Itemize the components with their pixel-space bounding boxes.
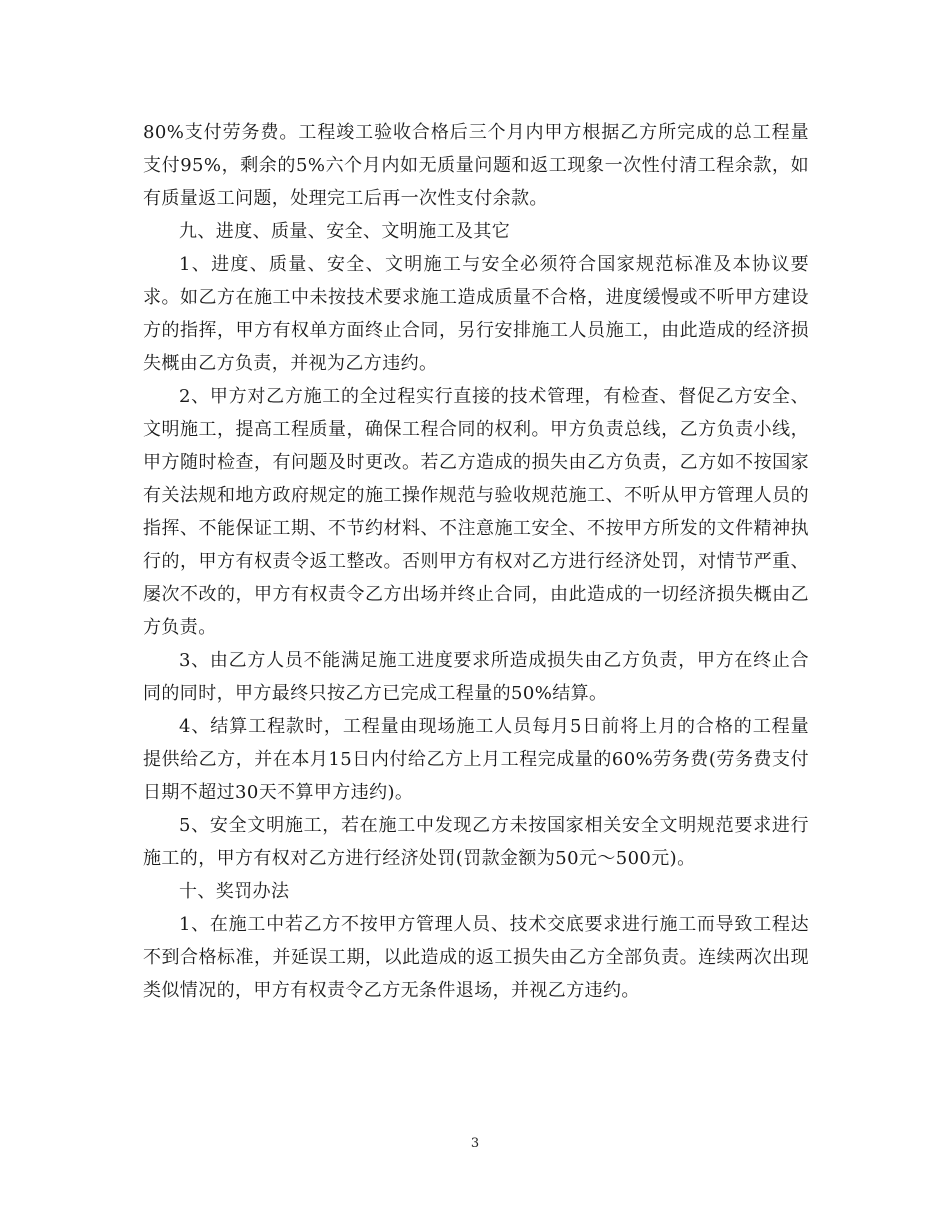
section-heading-10: 十、奖罚办法 [179,881,290,902]
clause-10-1: 1、在施工中若乙方不按甲方管理人员、技术交底要求进行施工而导致工程达不到合格标准，并延误工期，以此造成的返工损失由乙方全部负责。连续两次出现类似情况的，甲方有权责令乙方无条件退场，并视乙方违约。 [143,914,809,1001]
clause-9-2: 2、甲方对乙方施工的全过程实行直接的技术管理，有检查、督促乙方安全、文明施工，提高工程质量，确保工程合同的权利。甲方负责总线，乙方负责小线，甲方随时检查，有问题及时更改。若乙方造成的损失由乙方负责，乙方如不按国家有关法规和地方政府规定的施工操作规范与验收规范施工、不听从甲方管理人员的指挥、不能保证工期、不节约材料、不注意施工安全、不按甲方所发的文件精神执行的，甲方有权责令返工整改。否则甲方有权对乙方进行经济处罚，对情节严重、屡次不改的，甲方有权责令乙方出场并终止合同，由此造成的一切经济损失概由乙方负责。 [143,386,809,638]
clause-9-3: 3、由乙方人员不能满足施工进度要求所造成损失由乙方负责，甲方在终止合同的同时，甲方最终只按乙方已完成工程量的50%结算。 [143,650,809,704]
document-body [143,116,809,1007]
clause-9-4: 4、结算工程款时，工程量由现场施工人员每月5日前将上月的合格的工程量提供给乙方，并在本月15日内付给乙方上月工程完成量的60%劳务费(劳务费支付日期不超过30天不算甲方违约)。 [143,716,809,803]
page-number: 3 [470,1136,480,1151]
clause-9-1: 1、进度、质量、安全、文明施工与安全必须符合国家规范标准及本协议要求。如乙方在施工中未按技术要求施工造成质量不合格，进度缓慢或不听甲方建设方的指挥，甲方有权单方面终止合同，另行安排施工人员施工，由此造成的经济损失概由乙方负责，并视为乙方违约。 [143,254,809,374]
clause-9-5: 5、安全文明施工，若在施工中发现乙方未按国家相关安全文明规范要求进行施工的，甲方有权对乙方进行经济处罚(罚款金额为50元～500元)。 [143,815,809,869]
section-heading-9: 九、进度、质量、安全、文明施工及其它 [179,221,511,242]
paragraph-payment-terms: 80%支付劳务费。工程竣工验收合格后三个月内甲方根据乙方所完成的总工程量支付95%，剩余的5%六个月内如无质量问题和返工现象一次性付清工程余款，如有质量返工问题，处理完工后再一次性支付余款。 [143,122,809,209]
